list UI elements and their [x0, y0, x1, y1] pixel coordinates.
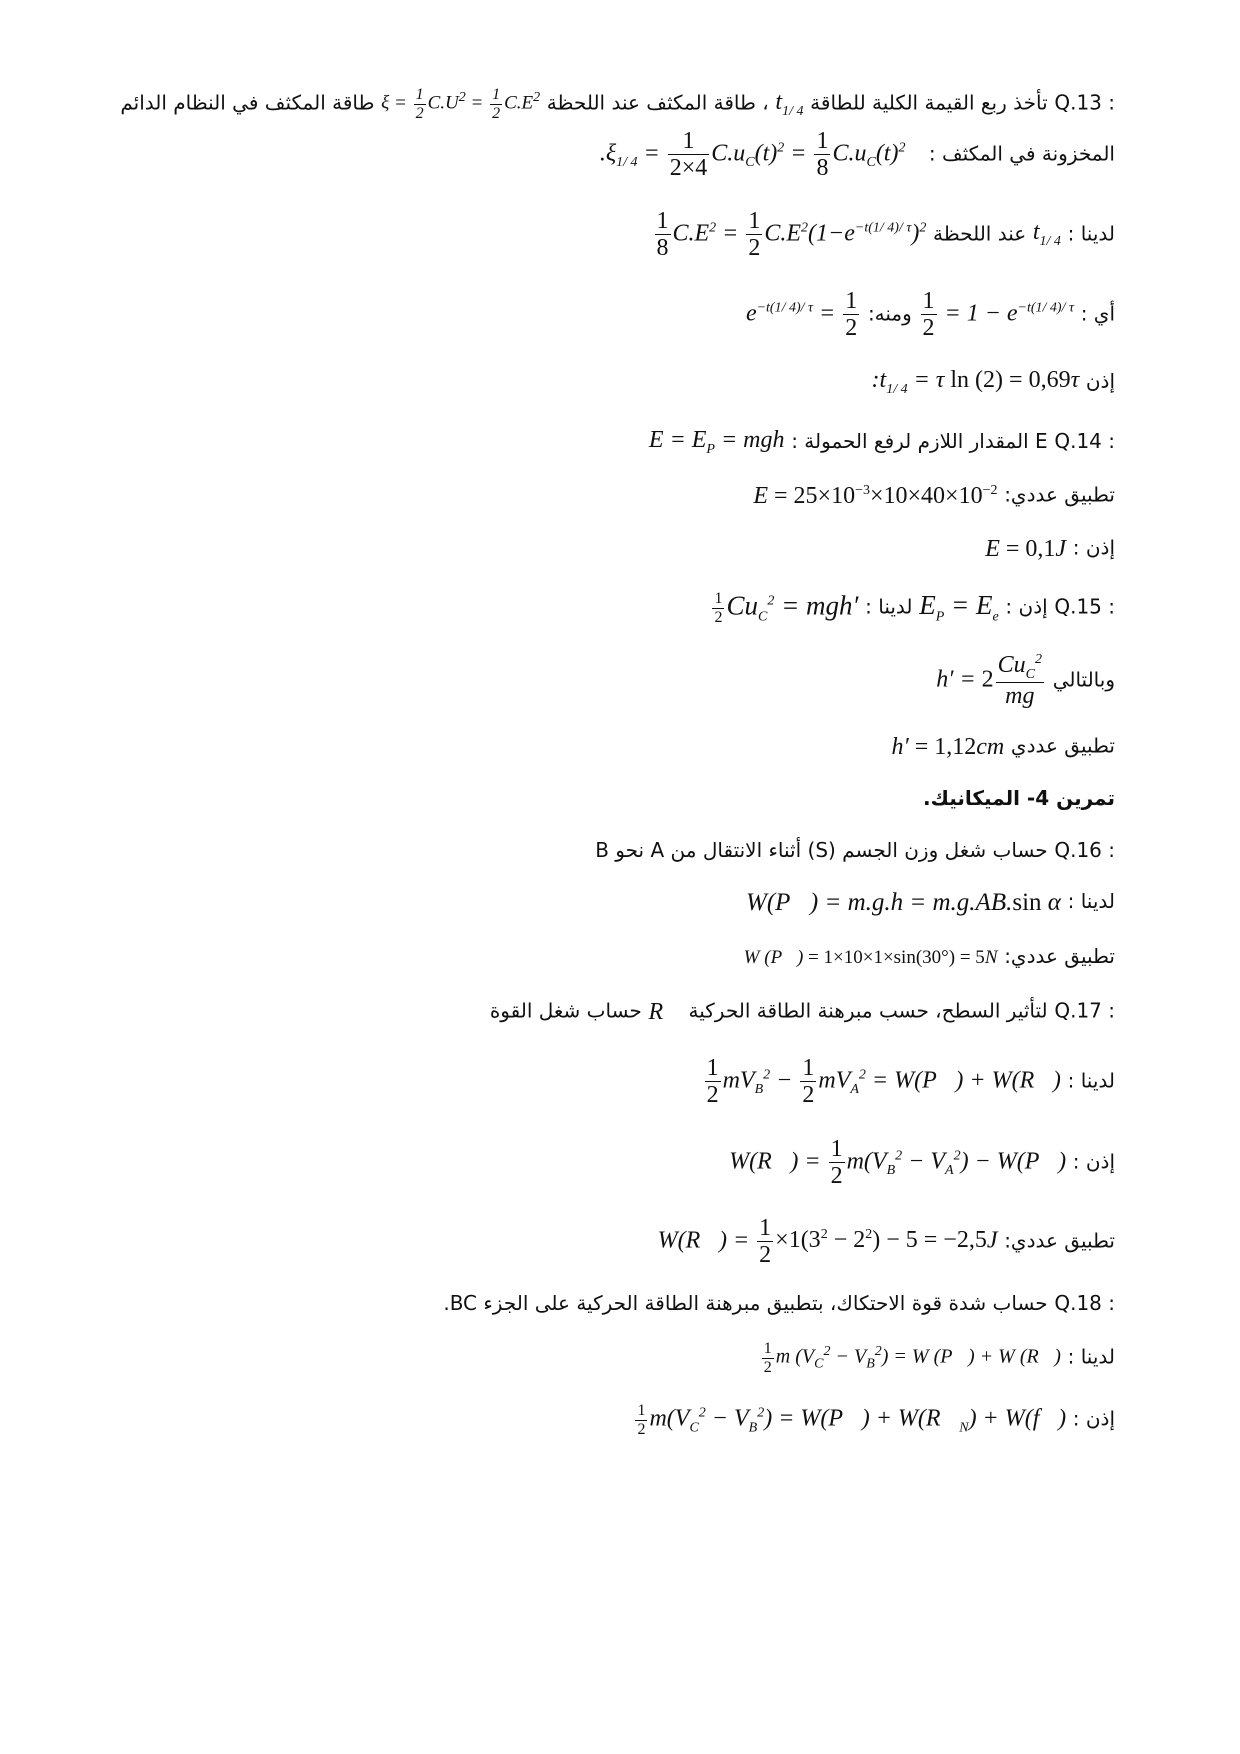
q15-line-1 — [710, 590, 1115, 626]
q17-text: حساب شغل القوة — [489, 998, 642, 1023]
q18-line-1 — [443, 1293, 1115, 1314]
q17-then-label: إذن : — [1072, 1149, 1115, 1174]
q17-line-4 — [658, 1215, 1115, 1269]
q13-line-5 — [872, 368, 1115, 397]
q14-label: Q.14 : — [1054, 428, 1115, 453]
q13-exp-eq: $\frac{1}{2}$ = $1 - e^{-t(1/ 4)/ \tau}$ — [922, 288, 1074, 342]
q18-expanded: $\frac{1}{2}$ $m(V_C^2 - V_B^2)$ = W(P⃗) + $W(R⃗_N)$ + W(f⃗) — [637, 1402, 1067, 1438]
q16-label: Q.16 : — [1054, 838, 1115, 862]
q15-energy-eq: $\frac{1}{2}$ $Cu_C^2 = mgh'$ — [714, 590, 859, 626]
q13-have: لدينا : — [1067, 221, 1115, 246]
q13-stored-label: المخزونة في المكثف : — [928, 141, 1115, 166]
q18-label: Q.18 : — [1054, 1291, 1115, 1315]
q16-have: لدينا : — [1067, 889, 1115, 913]
q13-intro: طاقة المكثف في النظام الدائم — [120, 90, 375, 115]
q13-stored-formula: $.\xi_{1/ 4}$ = $\frac{1}{2\times 4}$ $C.u_C(t)^2$ = $\frac{1}{8}$ $C.u_C(t)^2$ — [599, 128, 906, 182]
q16-numeric: W (P⃗) = 1×10×1×sin(30°) = 5N — [743, 947, 998, 968]
q13-energy-formula: ξ = $\frac{1}{2}$ $C.U^2$ = $\frac{1}{2}$ $C.E^2$ — [381, 86, 541, 122]
q17-theorem: $\frac{1}{2}$ $mV_B^2$ − $\frac{1}{2}$ $mV_A^2$ = W(P⃗) + W(R⃗) — [706, 1055, 1061, 1109]
q14-numeric: $E = 25\times 10^{-3}\times 10\times 40\times 10^{-2}$ — [753, 483, 998, 509]
q15-label: Q.15 : — [1054, 594, 1115, 619]
q18-text: حساب شدة قوة الاحتكاك، بتطبيق مبرهنة الطاقة الحركية على الجزء BC. — [443, 1291, 1048, 1315]
q14-line-3 — [985, 537, 1115, 561]
q14-numeric-label: تطبيق عددي: — [1004, 482, 1115, 507]
q13-hence-label: ومنه: — [867, 301, 912, 326]
q16-line-1 — [595, 840, 1115, 861]
q15-ep-ee: $E_P = E_e$ — [919, 589, 999, 625]
q17-line-2 — [703, 1055, 1115, 1109]
q14-formula: $E = E_P$ = mgh — [648, 427, 785, 457]
q15-numeric-label: تطبيق عددي — [1010, 733, 1115, 758]
q17-label: Q.17 : — [1054, 998, 1115, 1023]
q15-h-formula: h′ = 2 $\frac{Cu_C^2}{mg}$ — [936, 652, 1042, 710]
q18-line-2 — [760, 1340, 1115, 1376]
q17-text2: لتأثير السطح، حسب مبرهنة الطاقة الحركية — [688, 998, 1048, 1023]
q13-line-1 — [120, 86, 1115, 122]
q17-have: لدينا : — [1067, 1068, 1115, 1093]
q13-then-label: إذن — [1085, 368, 1115, 393]
q13-line-3 — [653, 208, 1116, 262]
q14-then-label: إذن : — [1072, 535, 1115, 560]
q14-line-1 — [649, 428, 1115, 457]
q15-then-label: إذن : — [1005, 594, 1048, 619]
q14-text: E المقدار اللازم لرفع الحمولة : — [791, 428, 1048, 453]
q13-result: $:t_{1/ 4} = \tau$ ln (2) = 0,69τ — [871, 367, 1080, 397]
q18-line-3 — [633, 1402, 1115, 1438]
q13-line-2 — [600, 128, 1115, 182]
q13-label: Q.13 : — [1054, 90, 1115, 115]
q15-consequently: وبالتالي — [1052, 667, 1115, 692]
q17-numeric: W(R⃗) = $\frac{1}{2}$ $\times 1(3^2 - 2^2) - 5 = -2,5J$ — [657, 1215, 998, 1269]
q16-text: حساب شغل وزن الجسم (S) أثناء الانتقال من A نحو B — [595, 838, 1048, 862]
q17-line-1 — [490, 1000, 1115, 1024]
q17-r-vector: R⃗ — [648, 999, 682, 1025]
q15-result: h′ = 1,12cm — [891, 734, 1005, 760]
q15-line-3 — [891, 735, 1115, 759]
exercise4-title: تمرين 4- الميكانيك. — [922, 786, 1115, 810]
q13-equation: $\frac{1}{8}$ $C.E^2$ = $\frac{1}{2}$ $C.E^2(1-e^{-t(1/ 4)/ \tau})^2$ — [656, 208, 927, 262]
q17-numeric-label: تطبيق عددي: — [1004, 1228, 1115, 1253]
q15-line-2 — [936, 652, 1115, 710]
q18-then-label: إذن : — [1072, 1406, 1115, 1431]
q13-line-4 — [746, 288, 1115, 342]
q13-t14-math: $t_{1/ 4}$ — [775, 88, 804, 119]
exercise4-title-line — [923, 788, 1115, 809]
q13-intro2: ، طاقة المكثف عند اللحظة — [546, 90, 769, 115]
q17-work-r: W(R⃗) = $\frac{1}{2}$ $m(V_B^2 - V_A^2)$ − W(P⃗) — [729, 1136, 1067, 1190]
q14-result: E = 0,1J — [985, 536, 1067, 562]
q16-line-2 — [746, 890, 1115, 915]
q13-ie: أي : — [1080, 301, 1115, 326]
q18-have: لدينا : — [1067, 1344, 1115, 1369]
q13-moment-label: عند اللحظة — [933, 221, 1027, 246]
q16-line-3 — [744, 946, 1115, 967]
q13-intro3: تأخذ ربع القيمة الكلية للطاقة — [810, 90, 1048, 115]
q16-work-formula: W(P⃗) = m.g.h = m.g.AB.sin α — [746, 889, 1061, 916]
q13-exp-result: $e^{-t(1/ 4)/ \tau}$ = $\frac{1}{2}$ — [745, 288, 858, 342]
q15-have: لدينا : — [865, 594, 913, 619]
q13-t14: $t_{1/ 4}$ — [1032, 219, 1061, 250]
q14-line-2 — [753, 484, 1115, 508]
q18-theorem: $\frac{1}{2}$ m $(V_C^2 - V_B^2) = W$ (P⃗) + W (R⃗) — [763, 1340, 1061, 1376]
q16-numeric-label: تطبيق عددي: — [1004, 944, 1115, 968]
q17-line-3 — [729, 1136, 1115, 1190]
